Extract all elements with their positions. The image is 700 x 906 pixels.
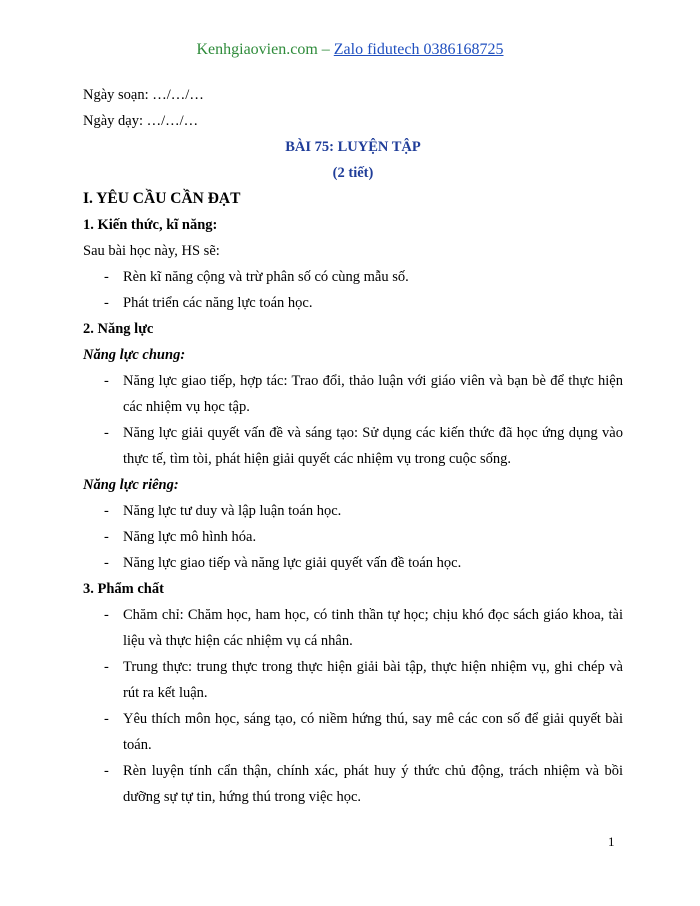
specific-competence-heading: Năng lực riêng: — [83, 477, 179, 493]
list-item: - Chăm chỉ: Chăm học, ham học, có tinh thần tự học; chịu khó đọc sách giáo khoa, tài liệu và thực hiện các nhiệm vụ cá nhân. — [83, 602, 623, 654]
competence-heading: 2. Năng lực — [83, 321, 154, 337]
list-item: - Năng lực giao tiếp và năng lực giải quyết vấn đề toán học. — [83, 550, 623, 576]
site-name: Kenhgiaovien.com — [196, 41, 318, 58]
bullet-dash: - — [104, 529, 109, 545]
page-header — [0, 41, 700, 59]
knowledge-heading: 1. Kiến thức, kĩ năng: — [83, 217, 218, 233]
list-item: - Năng lực giao tiếp, hợp tác: Trao đổi, thảo luận với giáo viên và bạn bè để thực hiện các nhiệm vụ học tập. — [83, 368, 623, 420]
document-body — [83, 82, 623, 810]
contact-link[interactable]: Zalo fidutech 0386168725 — [333, 41, 504, 58]
list-item: - Trung thực: trung thực trong thực hiện giải bài tập, thực hiện nhiệm vụ, ghi chép và rút ra kết luận. — [83, 654, 623, 706]
header-separator: – — [317, 41, 334, 58]
bullet-dash: - — [104, 425, 109, 441]
bullet-dash: - — [104, 659, 109, 675]
list-item: - Rèn luyện tính cẩn thận, chính xác, phát huy ý thức chủ động, trách nhiệm và bồi dưỡng sự tự tin, hứng thú trong việc học. — [83, 758, 623, 810]
bullet-dash: - — [104, 607, 109, 623]
list-item: - Phát triển các năng lực toán học. — [83, 290, 623, 316]
prep-date: Ngày soạn: …/…/… — [83, 87, 204, 103]
bullet-dash: - — [104, 503, 109, 519]
list-item: - Yêu thích môn học, sáng tạo, có niềm hứng thú, say mê các con số để giải quyết bài toán. — [83, 706, 623, 758]
knowledge-intro: Sau bài học này, HS sẽ: — [83, 243, 220, 259]
bullet-dash: - — [104, 763, 109, 779]
lesson-periods: (2 tiết) — [332, 165, 374, 181]
teach-date: Ngày dạy: …/…/… — [83, 113, 199, 129]
lesson-title: BÀI 75: LUYỆN TẬP — [285, 139, 421, 155]
page-number: 1 — [608, 834, 615, 849]
bullet-dash: - — [104, 373, 109, 389]
list-item: - Năng lực giải quyết vấn đề và sáng tạo: Sử dụng các kiến thức đã học ứng dụng vào thực tế, tìm tòi, phát hiện giải quyết các nhiệm vụ trong cuộc sống. — [83, 420, 623, 472]
bullet-dash: - — [104, 555, 109, 571]
general-competence-heading: Năng lực chung: — [83, 347, 186, 363]
list-item: - Rèn kĩ năng cộng và trừ phân số có cùng mẫu số. — [83, 264, 623, 290]
section-heading: I. YÊU CẦU CẦN ĐẠT — [83, 190, 241, 207]
bullet-dash: - — [104, 711, 109, 727]
list-item: - Năng lực tư duy và lập luận toán học. — [83, 498, 623, 524]
bullet-dash: - — [104, 269, 109, 285]
list-item: - Năng lực mô hình hóa. — [83, 524, 623, 550]
bullet-dash: - — [104, 295, 109, 311]
qualities-heading: 3. Phẩm chất — [83, 581, 164, 597]
